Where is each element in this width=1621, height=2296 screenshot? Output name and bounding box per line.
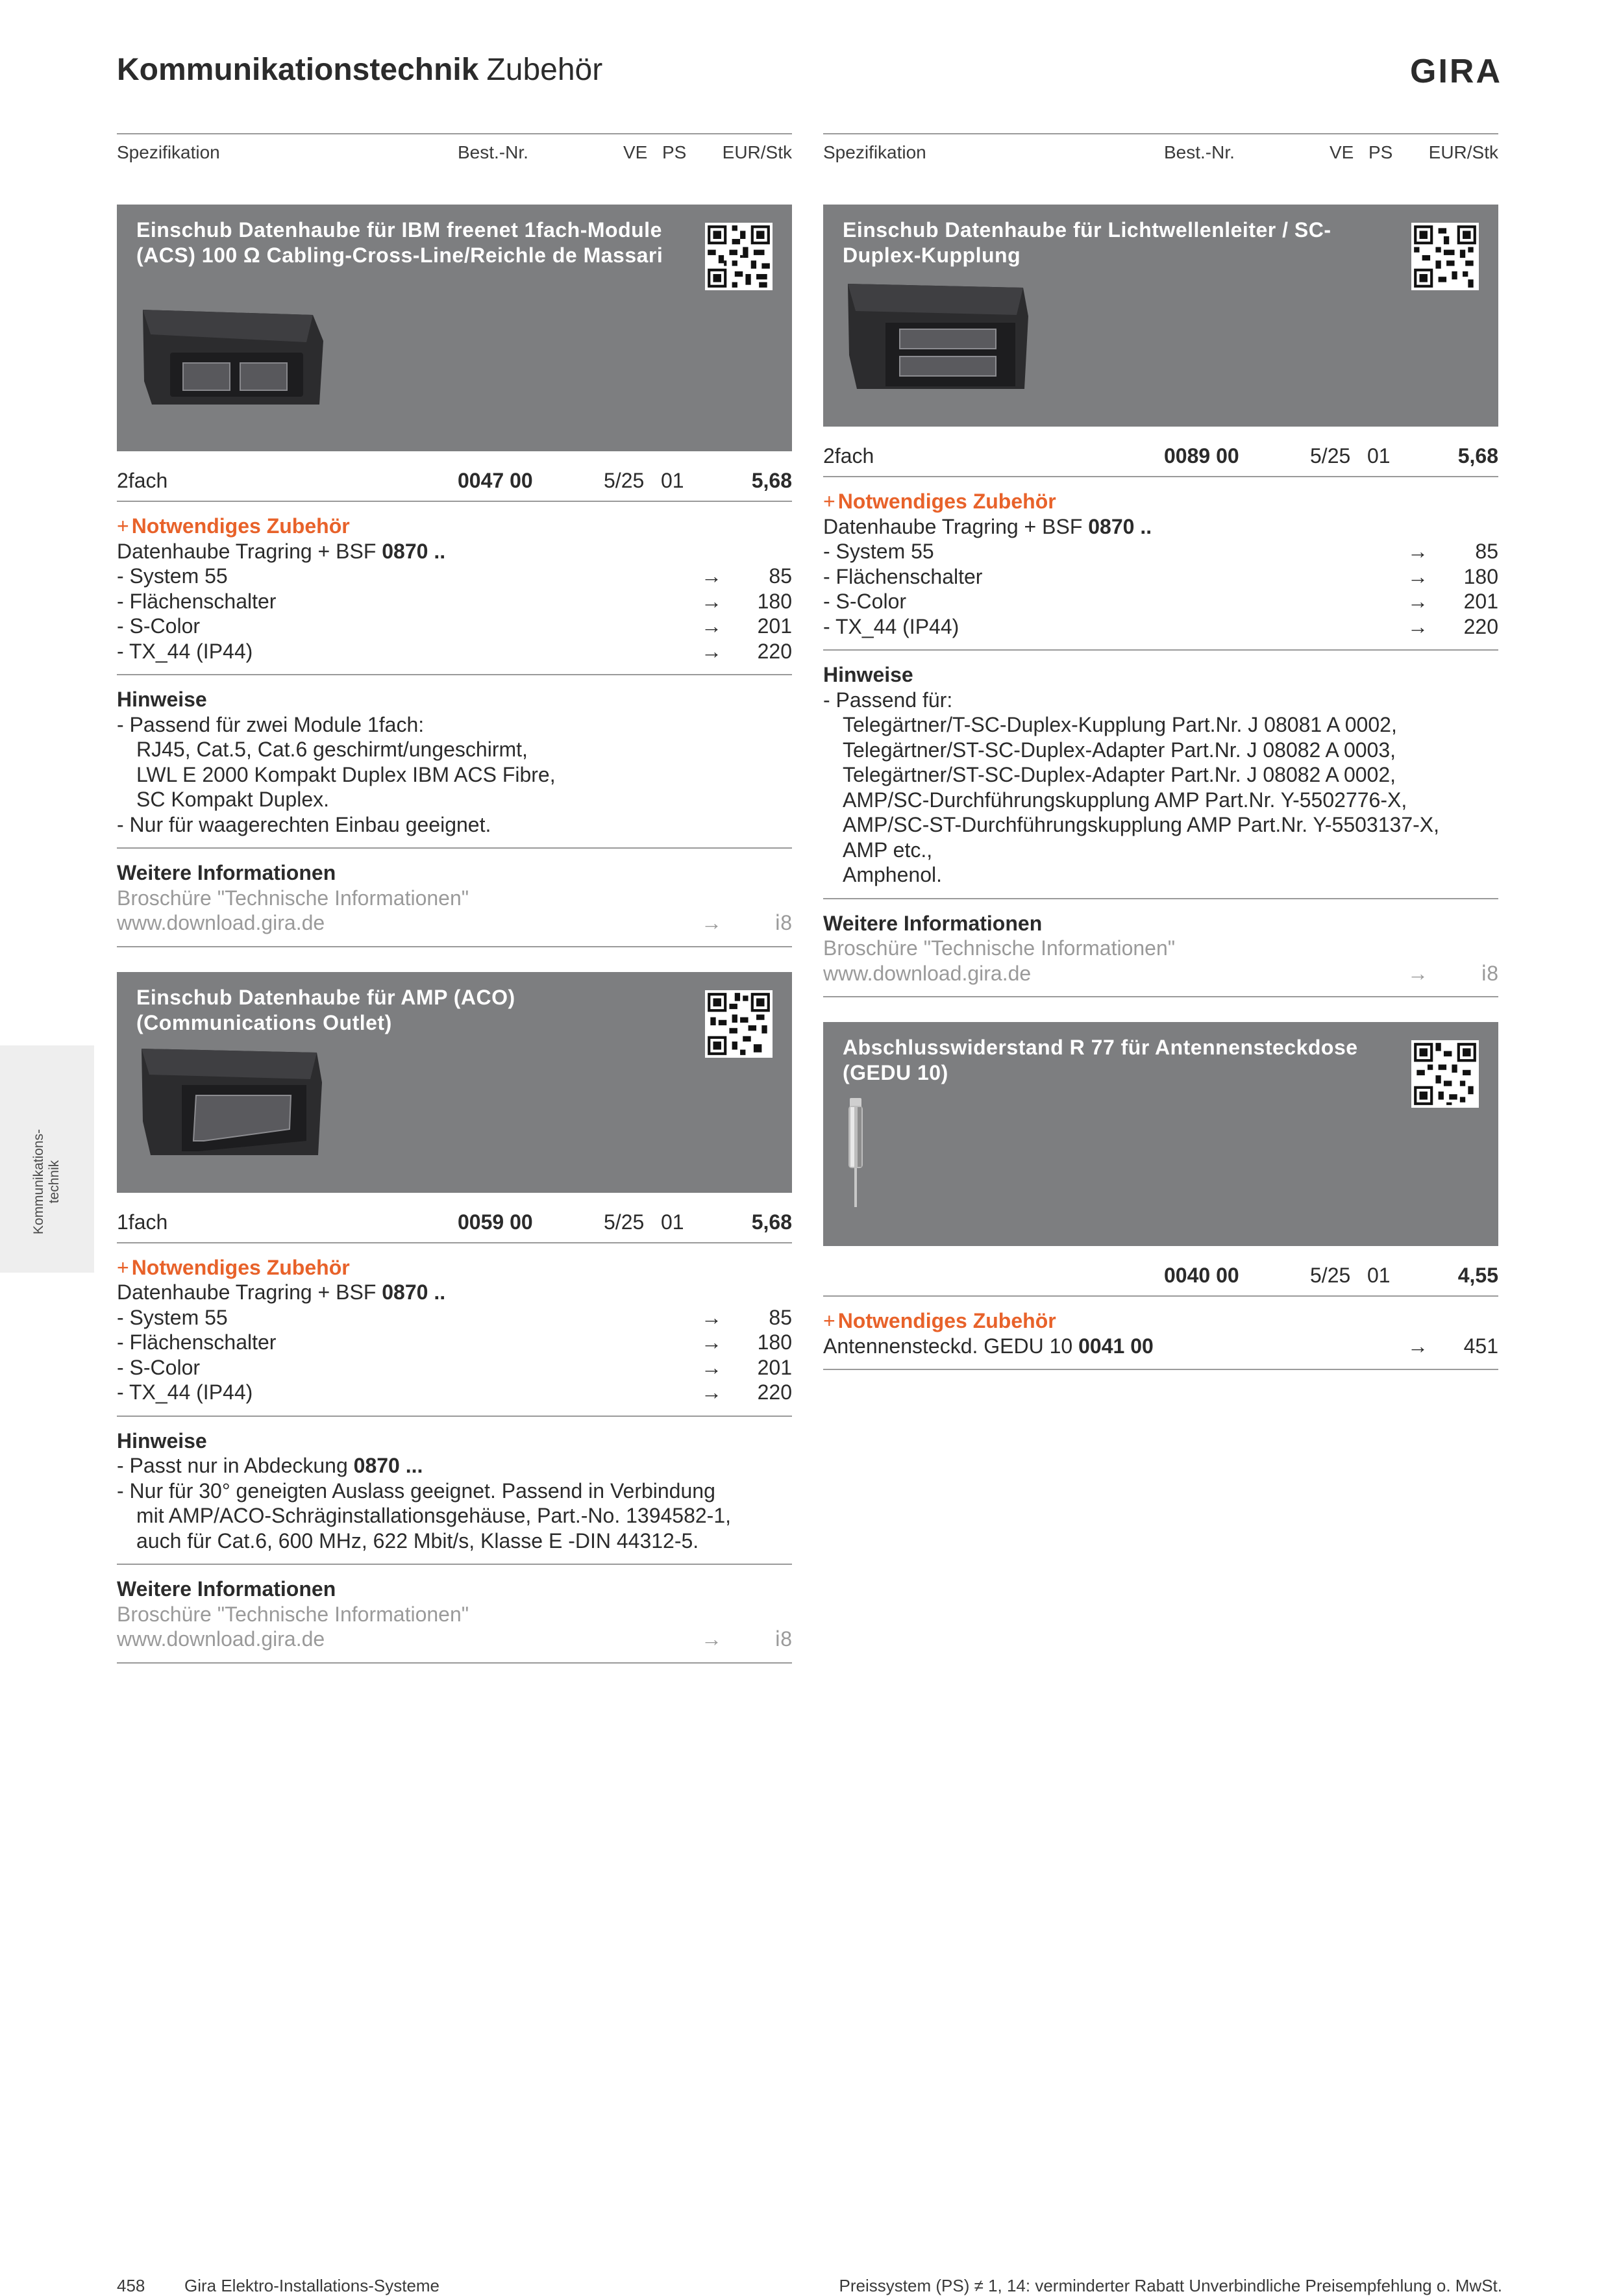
accessory-label: - S-Color xyxy=(823,590,907,613)
accessory-label: - S-Color xyxy=(117,1355,201,1379)
accessories-heading xyxy=(823,489,1498,514)
accessory-item[interactable] xyxy=(823,589,1498,614)
accessories-heading xyxy=(117,514,792,539)
left-column xyxy=(117,133,792,1664)
more-info-heading: Weitere Informationen xyxy=(117,861,336,884)
col-best: Best.-Nr. xyxy=(1164,142,1235,162)
accessory-intro-number: 0870 .. xyxy=(1088,514,1152,538)
info-page-ref xyxy=(774,1627,792,1652)
accessory-item[interactable] xyxy=(823,564,1498,590)
notes-section xyxy=(823,651,1498,899)
accessory-intro-text: Datenhaube Tragring + BSF xyxy=(117,1280,382,1304)
order-row xyxy=(823,427,1498,477)
col-spec: Spezifikation xyxy=(117,142,220,162)
ps-value: 01 xyxy=(661,1210,684,1234)
column-header xyxy=(823,133,1498,166)
col-eur: EUR/Stk xyxy=(1428,142,1498,162)
accessory-label: - System 55 xyxy=(117,1305,228,1329)
accessory-intro xyxy=(117,539,792,564)
page-ref: 451 xyxy=(1463,1334,1498,1358)
col-spec: Spezifikation xyxy=(823,142,926,162)
accessory-label: - System 55 xyxy=(117,564,228,588)
ve-value: 5/25 xyxy=(604,1210,645,1234)
info-icon: ⅰ xyxy=(774,1627,781,1651)
notes-heading: Hinweise xyxy=(823,663,913,686)
accessory-number: 0041 00 xyxy=(1078,1334,1154,1358)
col-eur: EUR/Stk xyxy=(722,142,792,162)
note-line: - Passend für: xyxy=(823,688,953,712)
page-ref: 201 xyxy=(1463,590,1498,613)
ve-value: 5/25 xyxy=(1310,444,1351,468)
product-card xyxy=(823,205,1498,427)
info-page-ref xyxy=(774,910,792,936)
arrow-right-icon: → xyxy=(1407,614,1428,638)
product-title: Abschlusswiderstand R 77 für Antennensteckdose (GEDU 10) xyxy=(843,1036,1358,1084)
title-sub: Zubehör xyxy=(486,53,603,87)
col-ps: PS xyxy=(662,142,687,162)
accessory-intro-number: 0870 .. xyxy=(382,1280,446,1304)
accessory-label: - Flächenschalter xyxy=(823,564,983,588)
plus-icon: + xyxy=(117,1255,129,1279)
order-number: 0059 00 xyxy=(458,1210,533,1234)
more-info-section xyxy=(117,1565,792,1664)
arrow-right-icon: → xyxy=(1407,590,1428,613)
arrow-right-icon: → xyxy=(1407,1334,1428,1358)
notes-section xyxy=(117,675,792,849)
notes-section xyxy=(117,1417,792,1566)
footer-note: Preissystem (PS) ≠ 1, 14: verminderter Rabatt Unverbindliche Preisempfehlung o. MwSt. xyxy=(839,2276,1502,2295)
page-ref: 180 xyxy=(757,589,792,613)
accessory-intro xyxy=(117,1280,792,1305)
qr-code-icon[interactable] xyxy=(705,990,773,1058)
price: 4,55 xyxy=(1457,1264,1498,1287)
note-line: AMP/SC-ST-Durchführungskupplung AMP Part.Nr. Y-5503137-X, xyxy=(843,813,1439,836)
note-line: - Passend für zwei Module 1fach: xyxy=(117,712,425,736)
ve-value: 5/25 xyxy=(604,469,645,492)
order-number: 0040 00 xyxy=(1164,1264,1239,1287)
page-ref: 180 xyxy=(1463,564,1498,588)
accessory-label: - TX_44 (IP44) xyxy=(823,614,959,638)
download-link[interactable] xyxy=(117,910,792,936)
accessories-section xyxy=(117,1243,792,1417)
col-ps: PS xyxy=(1368,142,1393,162)
variant-label: 1fach xyxy=(117,1210,168,1234)
arrow-right-icon: → xyxy=(701,564,722,588)
accessory-item[interactable] xyxy=(823,614,1498,640)
plus-icon: + xyxy=(117,514,129,538)
ve-value: 5/25 xyxy=(1310,1264,1351,1287)
qr-code-icon[interactable] xyxy=(1411,223,1479,290)
note-line: RJ45, Cat.5, Cat.6 geschirmt/ungeschirmt, xyxy=(136,738,528,761)
product-image xyxy=(843,277,1031,394)
accessories-heading xyxy=(117,1255,792,1280)
price: 5,68 xyxy=(751,1210,792,1234)
info-page-number: 8 xyxy=(780,911,792,934)
download-link[interactable] xyxy=(117,1627,792,1652)
info-page-number: 8 xyxy=(1487,961,1498,985)
page-ref: 201 xyxy=(757,614,792,638)
ps-value: 01 xyxy=(1367,1264,1391,1287)
arrow-right-icon: → xyxy=(701,614,722,638)
side-tab-label xyxy=(31,1129,62,1234)
col-ve: VE xyxy=(1330,142,1354,162)
qr-code-icon[interactable] xyxy=(1411,1040,1479,1108)
page-ref: 220 xyxy=(757,1380,792,1404)
product-card xyxy=(823,1022,1498,1246)
accessory-label: - S-Color xyxy=(117,614,201,638)
arrow-right-icon: → xyxy=(701,1355,722,1379)
note-line: Telegärtner/ST-SC-Duplex-Adapter Part.Nr. J 08082 A 0002, xyxy=(843,763,1396,786)
notes-heading: Hinweise xyxy=(117,688,207,711)
arrow-right-icon: → xyxy=(701,1627,722,1651)
accessory-item[interactable] xyxy=(117,1305,792,1330)
accessory-item[interactable] xyxy=(823,539,1498,564)
column-header xyxy=(117,133,792,166)
note-line: Amphenol. xyxy=(843,863,942,886)
accessory-label: Antennensteckd. GEDU 10 xyxy=(823,1334,1079,1358)
note-line: AMP etc., xyxy=(843,838,933,862)
accessories-section xyxy=(823,1297,1498,1370)
product-card xyxy=(117,205,792,451)
product-title: Einschub Datenhaube für AMP (ACO) (Communications Outlet) xyxy=(136,985,515,1034)
accessory-item[interactable] xyxy=(117,589,792,614)
arrow-right-icon: → xyxy=(701,1380,722,1404)
note-line: Telegärtner/T-SC-Duplex-Kupplung Part.Nr. J 08081 A 0002, xyxy=(843,713,1397,736)
price: 5,68 xyxy=(751,469,792,492)
accessory-label: - TX_44 (IP44) xyxy=(117,1380,253,1404)
arrow-right-icon: → xyxy=(1407,564,1428,588)
accessory-intro xyxy=(823,514,1498,540)
brochure-link[interactable]: Broschüre "Technische Informationen" xyxy=(823,936,1176,960)
title-bold: Kommunikationstechnik xyxy=(117,53,479,87)
ps-value: 01 xyxy=(1367,444,1391,468)
accessory-item[interactable] xyxy=(117,639,792,664)
brochure-link[interactable]: Broschüre "Technische Informationen" xyxy=(117,1602,469,1626)
accessory-item[interactable] xyxy=(117,614,792,639)
side-tab-line2: technik xyxy=(47,1160,62,1204)
product-image xyxy=(836,1097,875,1214)
arrow-right-icon: → xyxy=(701,639,722,663)
note-text: - Passt nur in Abdeckung xyxy=(117,1454,354,1477)
note-line: auch für Cat.6, 600 MHz, 622 Mbit/s, Klasse E -DIN 44312-5. xyxy=(136,1529,699,1553)
page-number: 458 xyxy=(117,2276,145,2295)
accessory-label: - Flächenschalter xyxy=(117,1330,277,1354)
info-page-ref xyxy=(1481,961,1498,986)
footer-company: Gira Elektro-Installations-Systeme xyxy=(184,2276,440,2295)
col-best: Best.-Nr. xyxy=(458,142,528,162)
accessory-label: - Flächenschalter xyxy=(117,589,277,613)
note-line xyxy=(117,1453,792,1479)
download-url: www.download.gira.de xyxy=(823,961,1032,985)
note-line: AMP/SC-Durchführungskupplung AMP Part.Nr. Y-5502776-X, xyxy=(843,788,1407,812)
accessory-label: - TX_44 (IP44) xyxy=(117,639,253,663)
arrow-right-icon: → xyxy=(701,1330,722,1354)
accessory-item[interactable] xyxy=(117,1355,792,1380)
qr-code-icon[interactable] xyxy=(705,223,773,290)
accessory-item[interactable] xyxy=(823,1334,1498,1359)
variant-label: 2fach xyxy=(823,444,874,468)
arrow-right-icon: → xyxy=(1407,540,1428,563)
side-tab-line1: Kommunikations- xyxy=(31,1129,46,1235)
arrow-right-icon: → xyxy=(701,1305,722,1329)
accessories-heading-label: Notwendiges Zubehör xyxy=(131,1255,350,1279)
more-info-heading: Weitere Informationen xyxy=(117,1577,336,1601)
arrow-right-icon: → xyxy=(701,911,722,934)
note-bold: 0870 ... xyxy=(353,1454,423,1477)
accessories-heading-label: Notwendiges Zubehör xyxy=(837,490,1056,513)
page-ref: 85 xyxy=(769,1305,792,1329)
note-line: mit AMP/ACO-Schräginstallationsgehäuse, Part.-No. 1394582-1, xyxy=(136,1504,732,1527)
page-ref: 220 xyxy=(1463,614,1498,638)
order-number: 0047 00 xyxy=(458,469,533,492)
page-ref: 180 xyxy=(757,1330,792,1354)
product-title: Einschub Datenhaube für IBM freenet 1fach-Module (ACS) 100 Ω Cabling-Cross-Line/Reichle de Massari xyxy=(136,218,663,267)
note-line: SC Kompakt Duplex. xyxy=(136,788,330,811)
order-row xyxy=(117,451,792,502)
more-info-heading: Weitere Informationen xyxy=(823,911,1043,935)
arrow-right-icon: → xyxy=(1407,961,1428,985)
notes-heading: Hinweise xyxy=(117,1429,207,1453)
arrow-right-icon: → xyxy=(701,589,722,613)
note-line: - Nur für waagerechten Einbau geeignet. xyxy=(117,812,491,836)
plus-icon: + xyxy=(823,490,835,513)
order-number: 0089 00 xyxy=(1164,444,1239,468)
note-line: Telegärtner/ST-SC-Duplex-Adapter Part.Nr. J 08082 A 0003, xyxy=(843,738,1396,762)
product-image xyxy=(136,1043,325,1160)
product-card xyxy=(117,972,792,1193)
accessory-intro-text: Datenhaube Tragring + BSF xyxy=(823,514,1089,538)
page-ref: 85 xyxy=(769,564,792,588)
accessories-heading xyxy=(823,1308,1498,1334)
accessory-item[interactable] xyxy=(117,1380,792,1405)
more-info-section xyxy=(117,849,792,947)
accessory-intro-number: 0870 .. xyxy=(382,539,446,563)
ps-value: 01 xyxy=(661,469,684,492)
more-info-section xyxy=(823,899,1498,998)
plus-icon: + xyxy=(823,1309,835,1332)
right-column xyxy=(823,133,1498,1370)
info-icon: ⅰ xyxy=(1481,961,1487,985)
download-link[interactable] xyxy=(823,961,1498,986)
product-title: Einschub Datenhaube für Lichtwellenleiter / SC-Duplex-Kupplung xyxy=(843,218,1331,267)
download-url: www.download.gira.de xyxy=(117,1627,325,1651)
accessory-label: - System 55 xyxy=(823,540,934,563)
page-ref: 220 xyxy=(757,639,792,663)
price: 5,68 xyxy=(1457,444,1498,468)
info-icon: ⅰ xyxy=(774,911,781,934)
order-row xyxy=(117,1193,792,1243)
brochure-link[interactable]: Broschüre "Technische Informationen" xyxy=(117,886,469,910)
accessory-item[interactable] xyxy=(117,564,792,589)
order-row xyxy=(823,1246,1498,1297)
page-ref: 201 xyxy=(757,1355,792,1379)
page-ref: 85 xyxy=(1475,540,1498,563)
accessories-heading-label: Notwendiges Zubehör xyxy=(131,514,350,538)
accessory-item[interactable] xyxy=(117,1330,792,1355)
page-title xyxy=(117,52,602,88)
accessory-intro-text: Datenhaube Tragring + BSF xyxy=(117,539,382,563)
note-line: - Nur für 30° geneigten Auslass geeignet. Passend in Verbindung xyxy=(117,1479,715,1503)
product-image xyxy=(136,302,325,409)
note-line: LWL E 2000 Kompakt Duplex IBM ACS Fibre, xyxy=(136,762,556,786)
accessories-section xyxy=(117,502,792,675)
variant-label: 2fach xyxy=(117,469,168,492)
brand-logo: GIRA xyxy=(1410,53,1502,90)
info-page-number: 8 xyxy=(780,1627,792,1651)
accessories-heading-label: Notwendiges Zubehör xyxy=(837,1309,1056,1332)
accessories-section xyxy=(823,477,1498,651)
col-ve: VE xyxy=(623,142,648,162)
download-url: www.download.gira.de xyxy=(117,911,325,934)
